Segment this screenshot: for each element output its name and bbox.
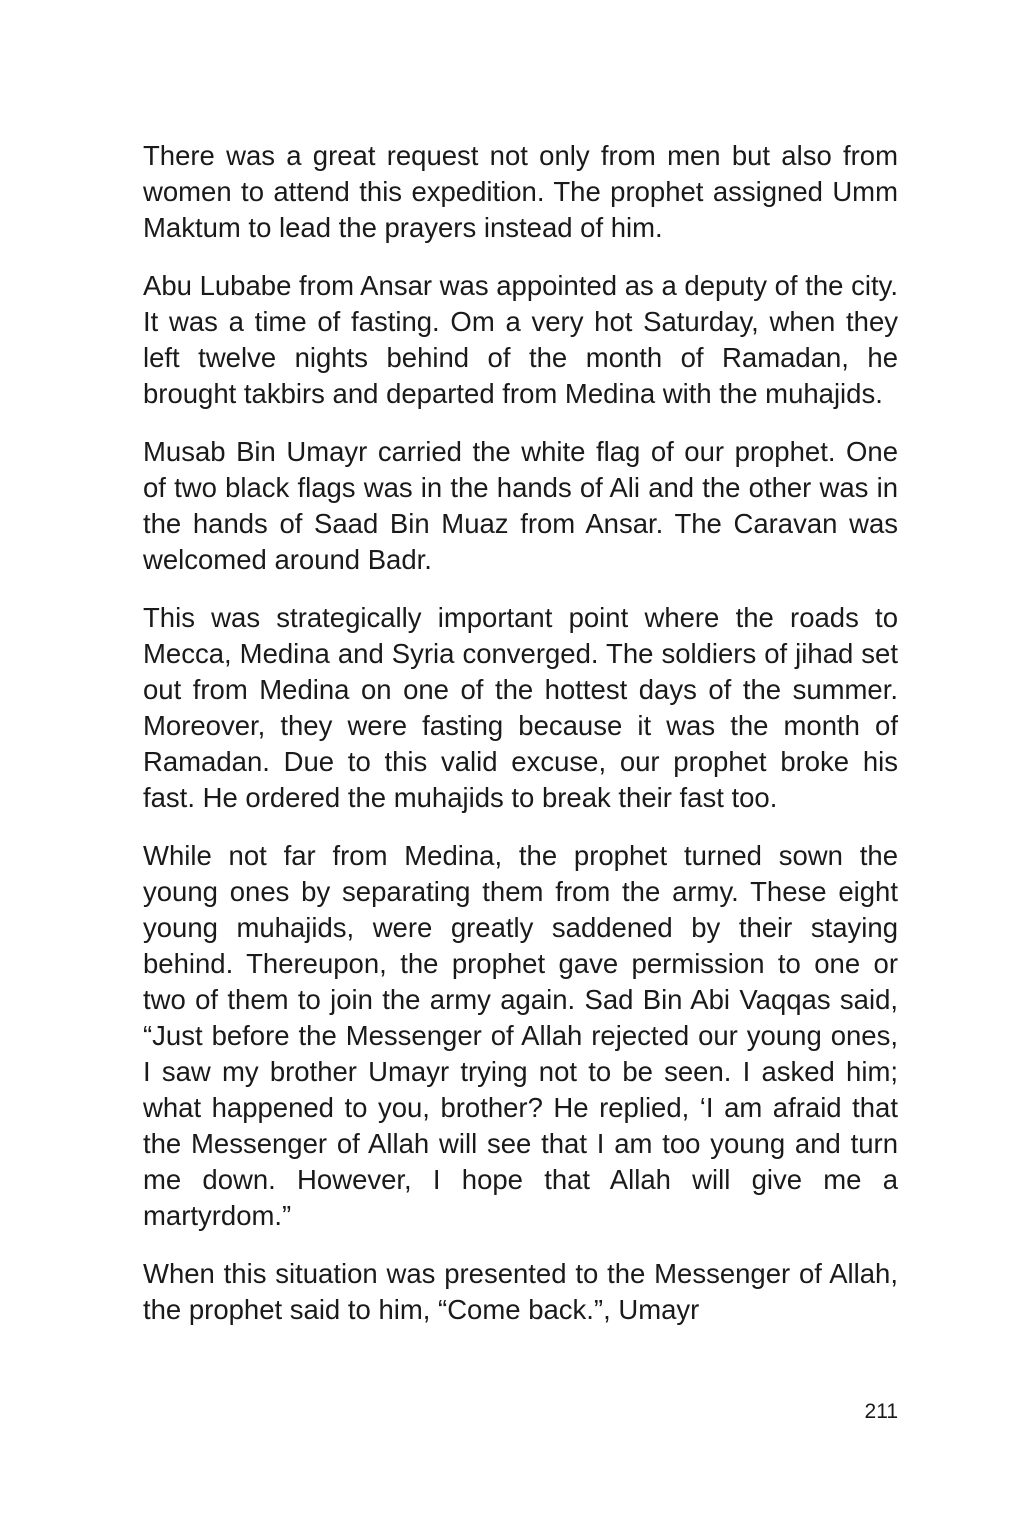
paragraph-young-ones: While not far from Medina, the prophet turned sown the young ones by separating them from the army. These eight young muhajids, were greatly saddened by their staying behind. Thereupon, the prophet gave permission to one or two of them to join the army again. Sad Bin Abi Vaqqas said, “Just before the Messenger of Allah rejected our young ones, I saw my brother Umayr trying not to be seen. I asked him; what happened to you, brother? He replied, ‘I am afraid that the Messenger of Allah will see that I am too young and turn me down. However, I hope that Allah will give me a martyrdom.” xyxy=(143,840,898,1231)
paragraph-expedition-request: There was a great request not only from men but also from women to attend this expedition. The prophet assigned Umm Maktum to lead the prayers instead of him. xyxy=(143,140,898,243)
page-number: 211 xyxy=(864,1400,898,1423)
paragraph-abu-lubabe: Abu Lubabe from Ansar was appointed as a deputy of the city. It was a time of fasting. Om a very hot Saturday, when they left twelve nights behind of the month of Ramadan, he brought takbirs and departed from Medina with the muhajids. xyxy=(143,270,898,409)
paragraph-badr-location: This was strategically important point where the roads to Mecca, Medina and Syria converged. The soldiers of jihad set out from Medina on one of the hottest days of the summer. Moreover, they were fasting because it was the month of Ramadan. Due to this valid excuse, our prophet broke his fast. He ordered the muhajids to break their fast too. xyxy=(143,602,898,813)
paragraph-come-back: When this situation was presented to the Messenger of Allah, the prophet said to him, “Come back.”, Umayr xyxy=(143,1258,898,1325)
paragraph-flags: Musab Bin Umayr carried the white flag of our prophet. One of two black flags was in the hands of Ali and the other was in the hands of Saad Bin Muaz from Ansar. The Caravan was welcomed around Badr. xyxy=(143,436,898,575)
body-text xyxy=(143,138,898,1328)
